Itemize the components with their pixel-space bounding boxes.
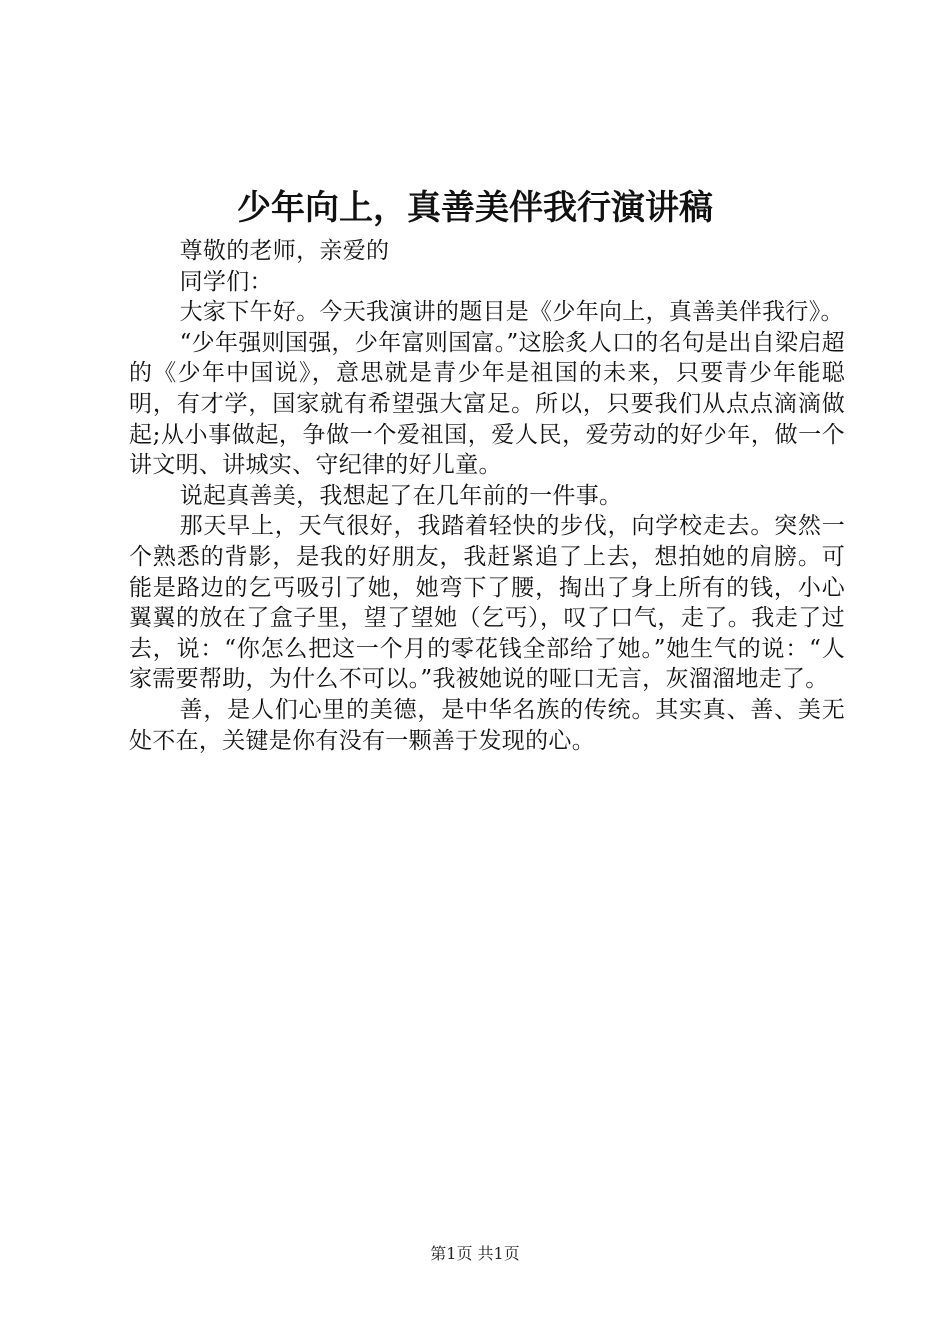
paragraph-quote: “少年强则国强，少年富则国富。”这脍炙人口的名句是出自梁启超的《少年中国说》，意思就是青少年是祖国的未来，只要青少年能聪明，有才学，国家就有希望强大富足。所以，只要我们从点点滴滴做起;从小事做起，争做一个爱祖国，爱人民，爱劳动的好少年，做一个讲文明、讲城实、守纪律的好儿童。 (129, 329, 845, 479)
document-title: 少年向上，真善美伴我行演讲稿 (237, 188, 713, 228)
paragraph-greeting: 大家下午好。今天我演讲的题目是《少年向上，真善美伴我行》。 (179, 299, 844, 326)
document-body (129, 236, 845, 756)
page-number-footer: 第1页 共1页 (430, 1244, 520, 1263)
paragraph-memory-intro: 说起真善美，我想起了在几年前的一件事。 (179, 482, 623, 509)
paragraph-salutation-2: 同学们： (179, 268, 273, 295)
paragraph-story: 那天早上，天气很好，我踏着轻快的步伐，向学校走去。突然一个熟悉的背影，是我的好朋友，我赶紧追了上去，想拍她的肩膀。可能是路边的乞丐吸引了她，她弯下了腰，掏出了身上所有的钱，小心翼翼的放在了盒子里，望了望她（乞丐），叹了口气，走了。我走了过去，说：“你怎么把这一个月的零花钱全部给了她。”她生气的说：“人家需要帮助，为什么不可以。”我被她说的哑口无言，灰溜溜地走了。 (129, 513, 845, 693)
paragraph-salutation-1: 尊敬的老师，亲爱的 (179, 238, 390, 264)
paragraph-conclusion: 善，是人们心里的美德，是中华名族的传统。其实真、善、美无处不在，关键是你有没有一颗善于发现的心。 (129, 696, 845, 754)
